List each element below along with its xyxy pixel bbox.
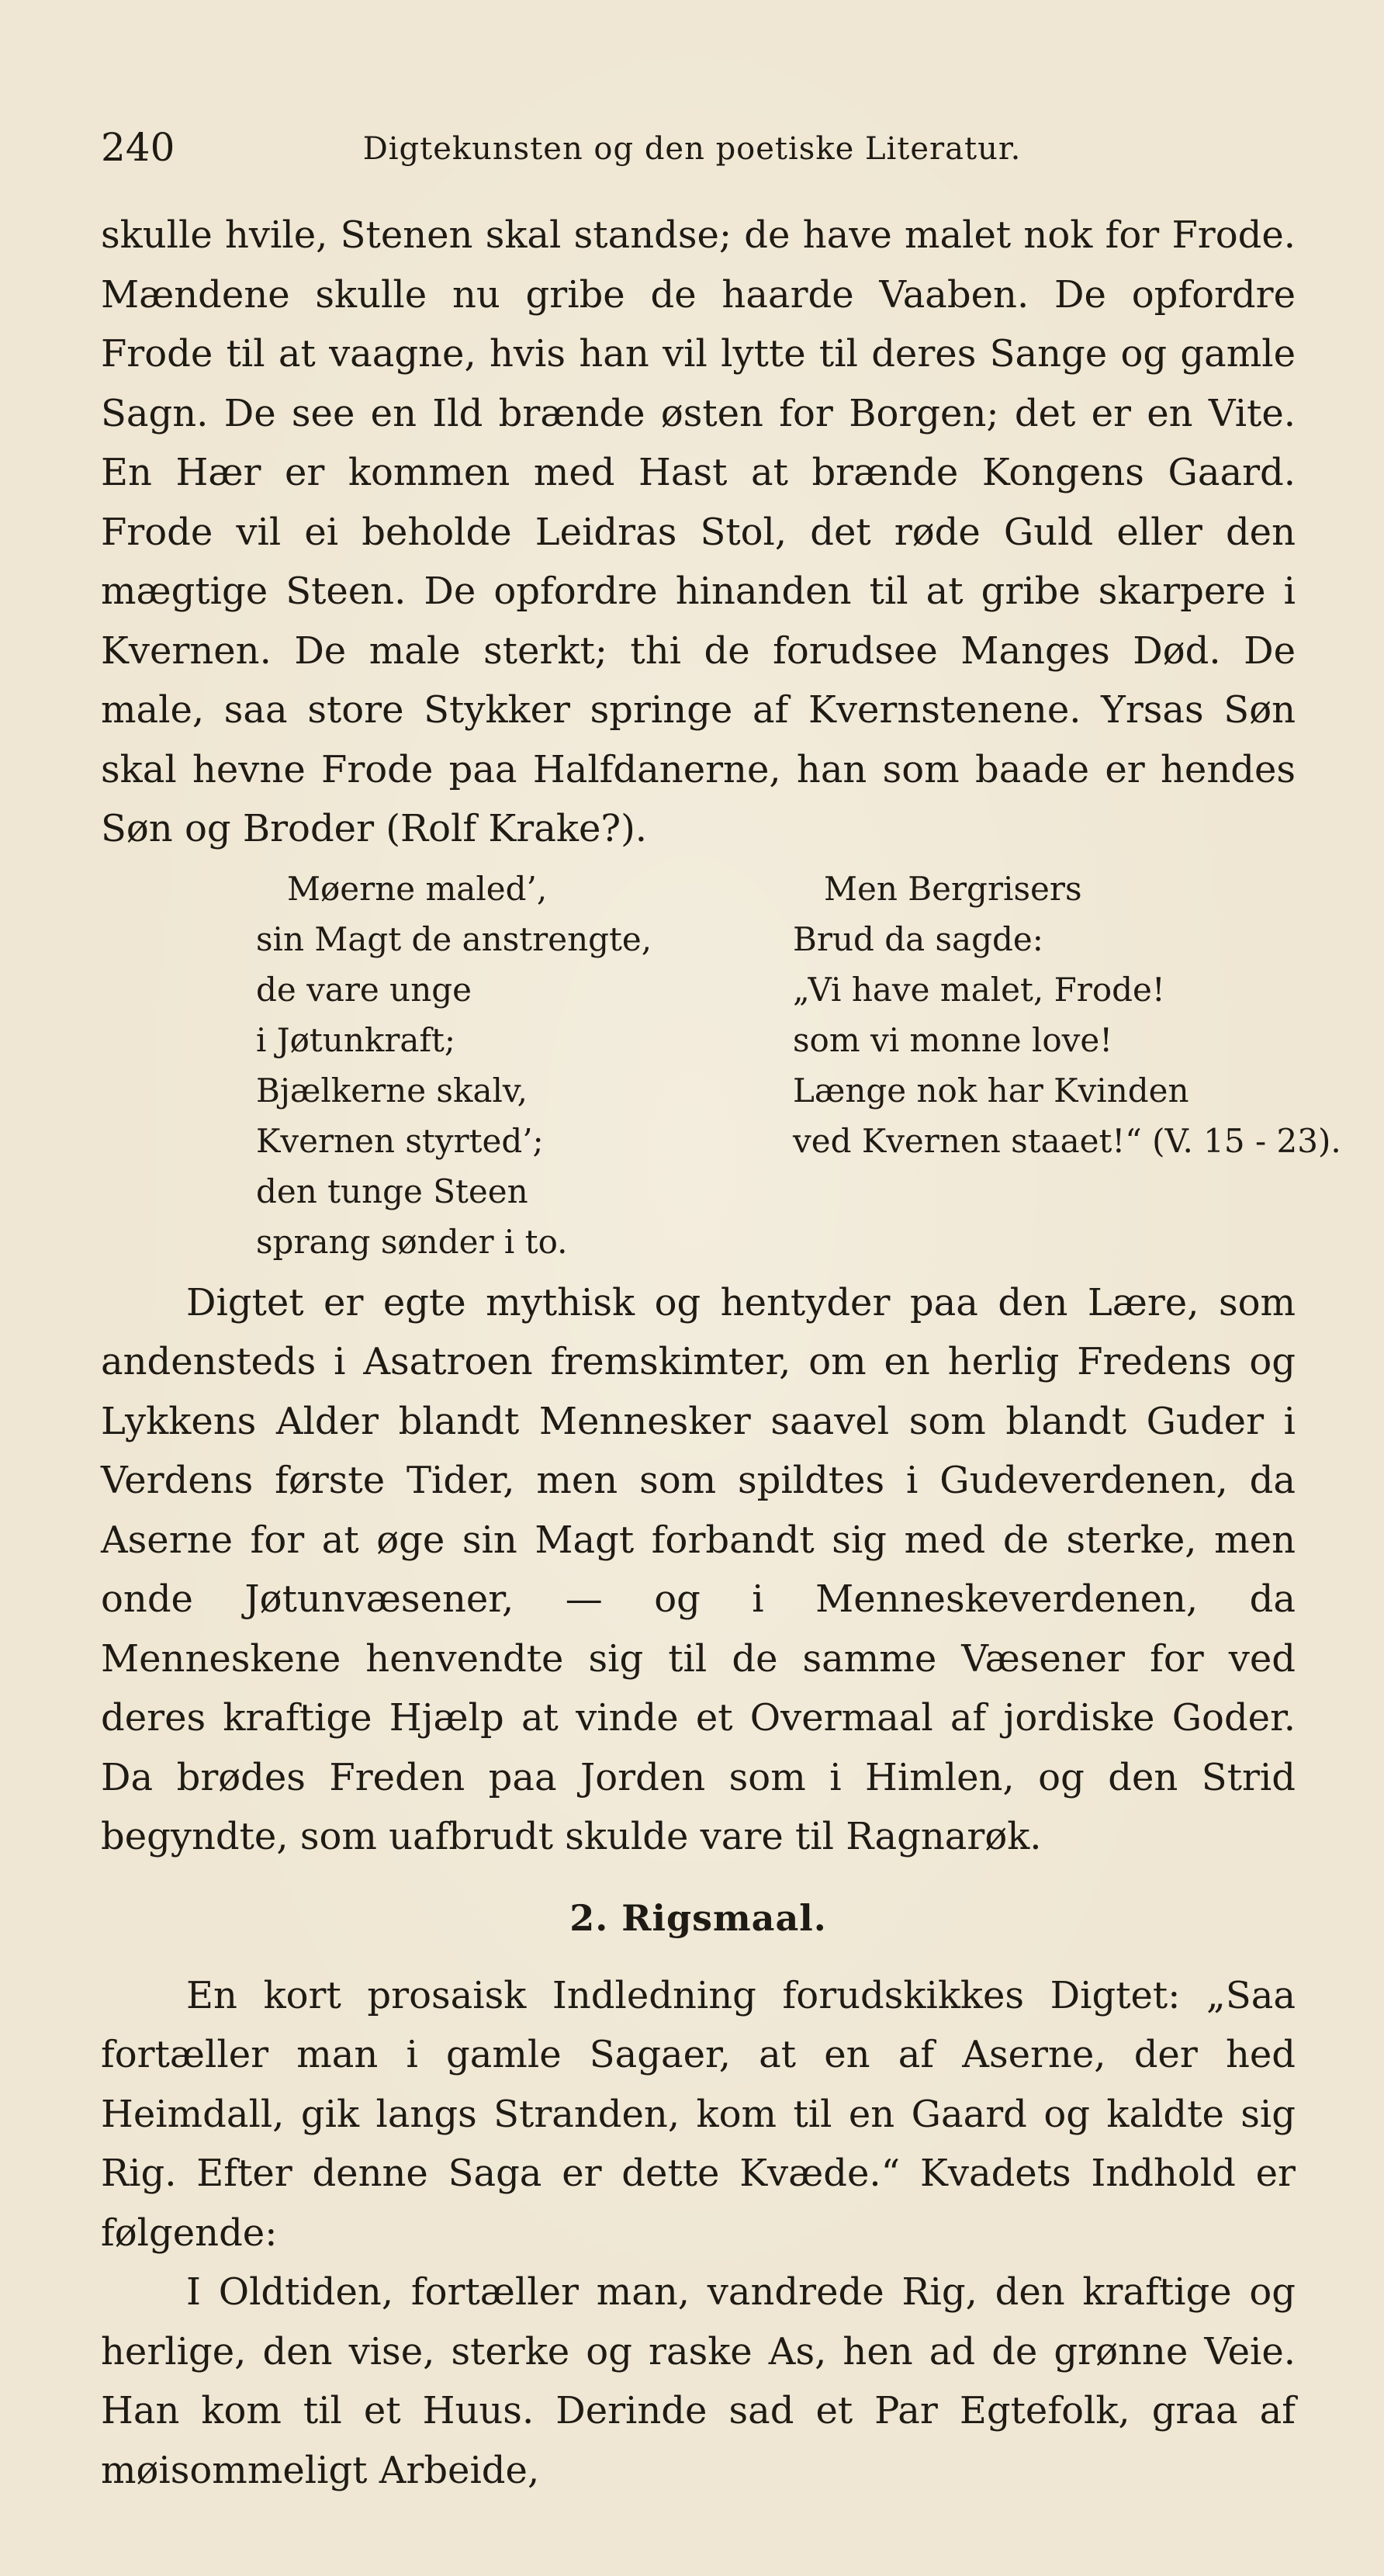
verse-line: Længe nok har Kvinden bbox=[793, 1071, 1189, 1110]
verse-line: Brud da sagde: bbox=[793, 919, 1043, 958]
page-number: 240 bbox=[101, 125, 175, 170]
verse-line: „Vi have malet, Frode! bbox=[793, 970, 1165, 1009]
section-heading: 2. Rigsmaal. bbox=[569, 1896, 827, 1939]
verse-quotation bbox=[101, 864, 1341, 1264]
verse-line: Møerne maled’, bbox=[287, 869, 548, 908]
verse-line: Men Bergrisers bbox=[824, 869, 1082, 908]
verse-line: Kvernen styrted’; bbox=[256, 1121, 544, 1160]
verse-line: den tunge Steen bbox=[256, 1172, 528, 1210]
paragraph-rigsmaal-intro: En kort prosaisk Indledning forudskikkes Digtet: „Saa fortæller man i gamle Sagaer, at en af Aserne, der hed Heimdall, gik langs Stranden, kom til en Gaard og kaldte sig Rig. Efter denne Saga er dette Kvæde.“ Kvadets Indhold er følgende: bbox=[101, 1973, 1296, 2255]
page-header bbox=[101, 124, 1283, 171]
verse-line: i Jøtunkraft; bbox=[256, 1020, 456, 1059]
paragraph-myth-commentary: Digtet er egte mythisk og hentyder paa den Lære, som andensteds i Asatroen fremskimter, om en herlig Fredens og Lykkens Alder blandt Mennesker saavel som blandt Guder i Verdens første Tider, men som spildtes i Gudeverdenen, da Aserne for at øge sin Magt forbandt sig med de sterke, men onde Jøtunvæsener, — og i Menneskeverdenen, da Menneskene henvendte sig til de samme Væsener for ved deres kraftige Hjælp at vinde et Overmaal af jordiske Goder. Da brødes Freden paa Jorden som i Himlen, og den Strid begyndte, som uafbrudt skulde vare til Ragnarøk. bbox=[101, 1280, 1296, 1858]
verse-line: som vi monne love! bbox=[793, 1020, 1113, 1059]
verse-line: Bjælkerne skalv, bbox=[256, 1071, 528, 1110]
verse-line: de vare unge bbox=[256, 970, 472, 1009]
verse-line: sprang sønder i to. bbox=[256, 1222, 568, 1261]
verse-column-left bbox=[256, 864, 690, 1267]
verse-line: sin Magt de anstrengte, bbox=[256, 919, 652, 958]
running-title: Digtekunsten og den poetiske Literatur. bbox=[362, 131, 1022, 167]
verse-column-right bbox=[793, 864, 1341, 1166]
verse-line: ved Kvernen staaet!“ (V. 15 - 23). bbox=[793, 1121, 1341, 1160]
paragraph-frode-summary: skulle hvile, Stenen skal standse; de have malet nok for Frode. Mændene skulle nu gribe de haarde Vaaben. De opfordre Frode til at vaagne, hvis han vil lytte til deres Sange og gamle Sagn. De see en Ild brænde østen for Borgen; det er en Vite. En Hær er kommen med Hast at brænde Kongens Gaard. Frode vil ei beholde Leidras Stol, det røde Guld eller den mægtige Steen. De opfordre hinanden til at gribe skarpere i Kvernen. De male sterkt; thi de forudsee Manges Død. De male, saa store Stykker springe af Kvernstenene. Yrsas Søn skal hevne Frode paa Halfdanerne, han som baade er hendes Søn og Broder (Rolf Krake?). bbox=[101, 213, 1296, 850]
paragraph-rigsmaal-content: I Oldtiden, fortæller man, vandrede Rig, den kraftige og herlige, den vise, sterke og raske As, hen ad de grønne Veie. Han kom til et Huus. Derinde sad et Par Egtefolk, graa af møisommeligt Arbeide, bbox=[101, 2270, 1296, 2492]
body-text bbox=[101, 206, 1341, 2500]
